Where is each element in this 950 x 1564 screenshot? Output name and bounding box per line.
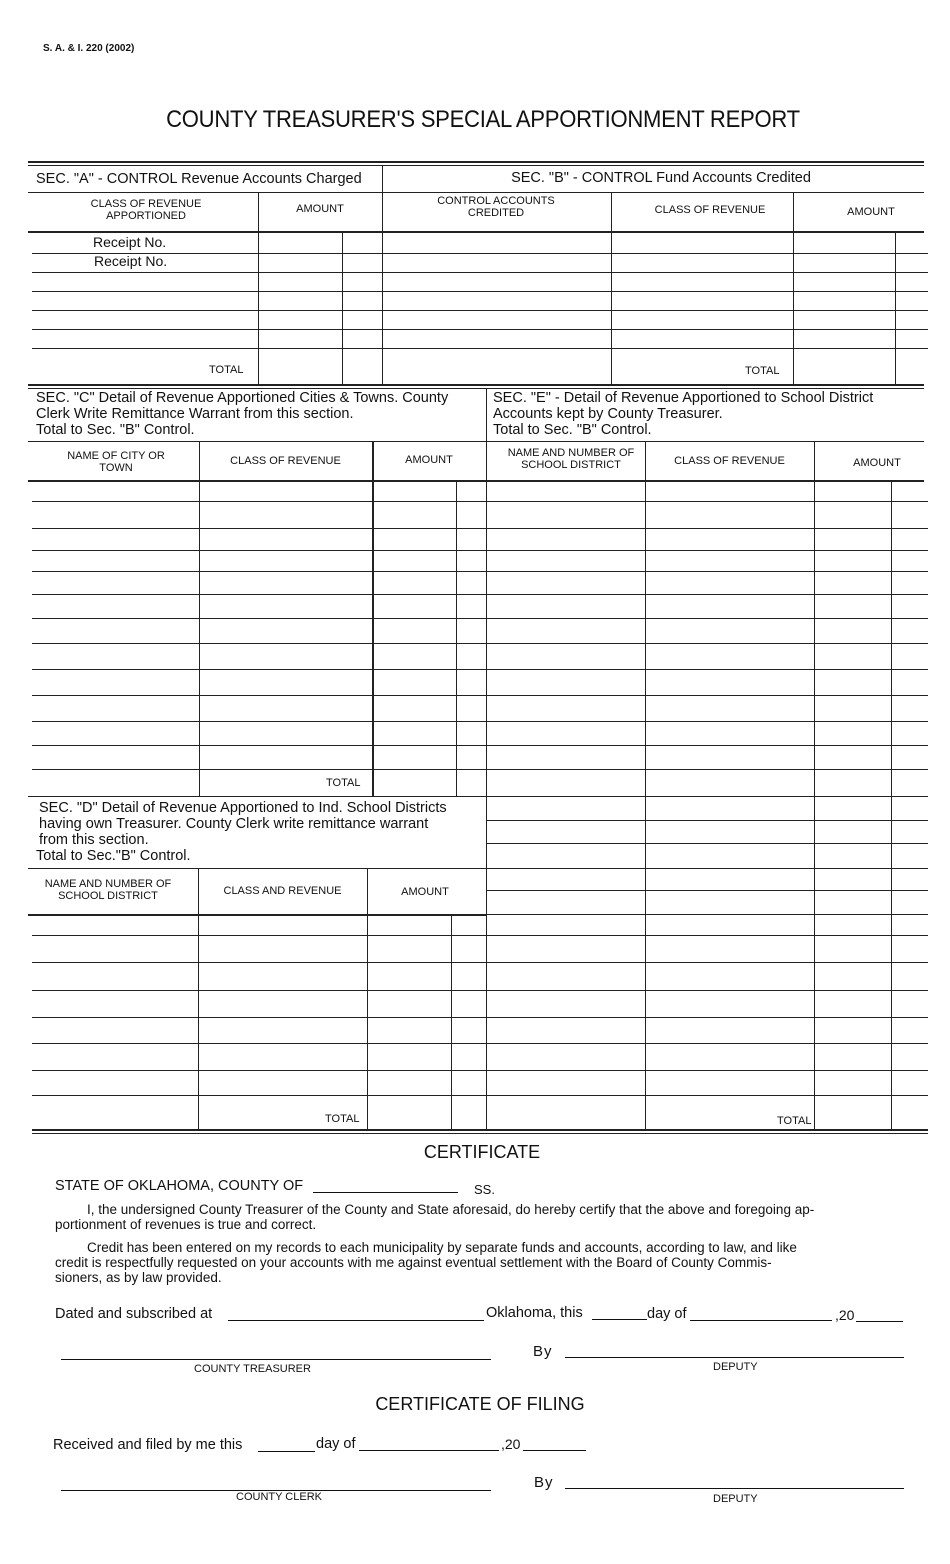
sec-d-line-1: SEC. "D" Detail of Revenue Apportioned to Ind. School Districts <box>39 800 447 816</box>
dated-at-field[interactable] <box>228 1320 484 1321</box>
filing-day-field[interactable] <box>258 1451 315 1452</box>
ss-label: SS. <box>474 1182 495 1197</box>
sec-b-col-control: CONTROL ACCOUNTS CREDITED <box>437 195 555 219</box>
county-clerk-label: COUNTY CLERK <box>236 1491 322 1503</box>
filing-deputy-label: DEPUTY <box>713 1493 758 1505</box>
filing-heading: CERTIFICATE OF FILING <box>375 1394 585 1414</box>
form-id: S. A. & I. 220 (2002) <box>43 43 135 54</box>
sec-d-text <box>36 800 447 864</box>
sec-d-line-2: having own Treasurer. County Clerk write remittance warrant <box>39 816 429 832</box>
year-prefix: ,20 <box>835 1307 855 1323</box>
sec-e-total: TOTAL <box>777 1115 812 1127</box>
sec-e-line-1: SEC. "E" - Detail of Revenue Apportioned to School District <box>493 390 874 406</box>
sec-c-col-name: NAME OF CITY OR TOWN <box>67 450 165 474</box>
cert-by-label: By <box>533 1343 553 1360</box>
dated-at-label: Dated and subscribed at <box>55 1306 213 1322</box>
filing-year-field[interactable] <box>523 1450 586 1451</box>
filing-day-of-label: day of <box>316 1436 356 1452</box>
sec-c-text <box>36 390 448 438</box>
sec-c-line-2: Clerk Write Remittance Warrant from this section. <box>36 406 354 422</box>
sec-e-col-class: CLASS OF REVENUE <box>674 455 785 467</box>
cert-para2-line-3: sioners, as by law provided. <box>55 1270 222 1285</box>
sec-c-total: TOTAL <box>326 777 361 789</box>
filing-month-field[interactable] <box>359 1450 499 1451</box>
receipt-no-1: Receipt No. <box>93 234 167 250</box>
sec-e-col-name: NAME AND NUMBER OF SCHOOL DISTRICT <box>507 447 635 471</box>
sec-e-line-3: Total to Sec. "B" Control. <box>493 422 652 438</box>
sec-d-col-amount: AMOUNT <box>401 886 449 898</box>
day-field[interactable] <box>592 1319 647 1320</box>
sec-d-total: TOTAL <box>325 1113 360 1125</box>
sec-d-line-4: Total to Sec."B" Control. <box>36 848 191 864</box>
sec-e-line-2: Accounts kept by County Treasurer. <box>493 406 723 422</box>
cert-paragraph-1 <box>55 1202 915 1232</box>
cert-para2-line-2: credit is respectfully requested on your accounts with me against eventual settlement with the Board of County Commis- <box>55 1255 772 1270</box>
receipt-no-2: Receipt No. <box>94 253 168 269</box>
sec-c-line-3: Total to Sec. "B" Control. <box>36 422 195 438</box>
sec-b-title: SEC. "B" - CONTROL Fund Accounts Credited <box>511 170 811 186</box>
sec-d-col-class: CLASS AND REVENUE <box>223 885 342 897</box>
sec-a-col-amount: AMOUNT <box>296 203 344 215</box>
oklahoma-this-label: Oklahoma, this <box>486 1305 583 1321</box>
received-label: Received and filed by me this <box>53 1437 243 1453</box>
sec-b-total: TOTAL <box>745 365 780 377</box>
county-treasurer-signature-line[interactable] <box>61 1359 491 1360</box>
sec-b-col-class: CLASS OF REVENUE <box>654 204 766 216</box>
page-title: COUNTY TREASURER'S SPECIAL APPORTIONMENT REPORT <box>166 106 800 133</box>
sec-a-total: TOTAL <box>209 364 244 376</box>
cert-para1-line-1: I, the undersigned County Treasurer of the County and State aforesaid, do hereby certify that the above and foregoing ap- <box>87 1202 815 1217</box>
month-field[interactable] <box>690 1320 832 1321</box>
filing-by-label: By <box>534 1474 554 1491</box>
sec-a-col-class: CLASS OF REVENUE APPORTIONED <box>90 198 202 222</box>
sec-d-col-name: NAME AND NUMBER OF SCHOOL DISTRICT <box>44 878 172 902</box>
cert-deputy-label: DEPUTY <box>713 1361 758 1373</box>
cert-para2-line-1: Credit has been entered on my records to each municipality by separate funds and accounts, according to law, and like <box>87 1240 797 1255</box>
sec-a-title: SEC. "A" - CONTROL Revenue Accounts Charged <box>36 171 362 187</box>
certificate-heading: CERTIFICATE <box>423 1142 541 1162</box>
sec-c-col-amount: AMOUNT <box>405 454 453 466</box>
sec-e-col-amount: AMOUNT <box>853 457 901 469</box>
cert-paragraph-2 <box>55 1240 915 1285</box>
sec-d-line-3: from this section. <box>39 832 149 848</box>
state-line: STATE OF OKLAHOMA, COUNTY OF <box>55 1178 304 1194</box>
sec-c-line-1: SEC. "C" Detail of Revenue Apportioned Cities & Towns. County <box>36 390 449 406</box>
cert-para1-line-2: portionment of revenues is true and correct. <box>55 1217 317 1232</box>
county-of-field[interactable] <box>313 1192 458 1193</box>
sec-e-text <box>493 390 873 438</box>
filing-deputy-signature-line[interactable] <box>565 1488 904 1489</box>
sec-b-col-amount: AMOUNT <box>847 206 895 218</box>
year-field[interactable] <box>856 1321 903 1322</box>
day-of-label: day of <box>647 1306 687 1322</box>
cert-deputy-signature-line[interactable] <box>565 1357 904 1358</box>
county-treasurer-label: COUNTY TREASURER <box>194 1363 311 1375</box>
filing-year-prefix: ,20 <box>501 1436 521 1452</box>
sec-c-col-class: CLASS OF REVENUE <box>230 455 341 467</box>
